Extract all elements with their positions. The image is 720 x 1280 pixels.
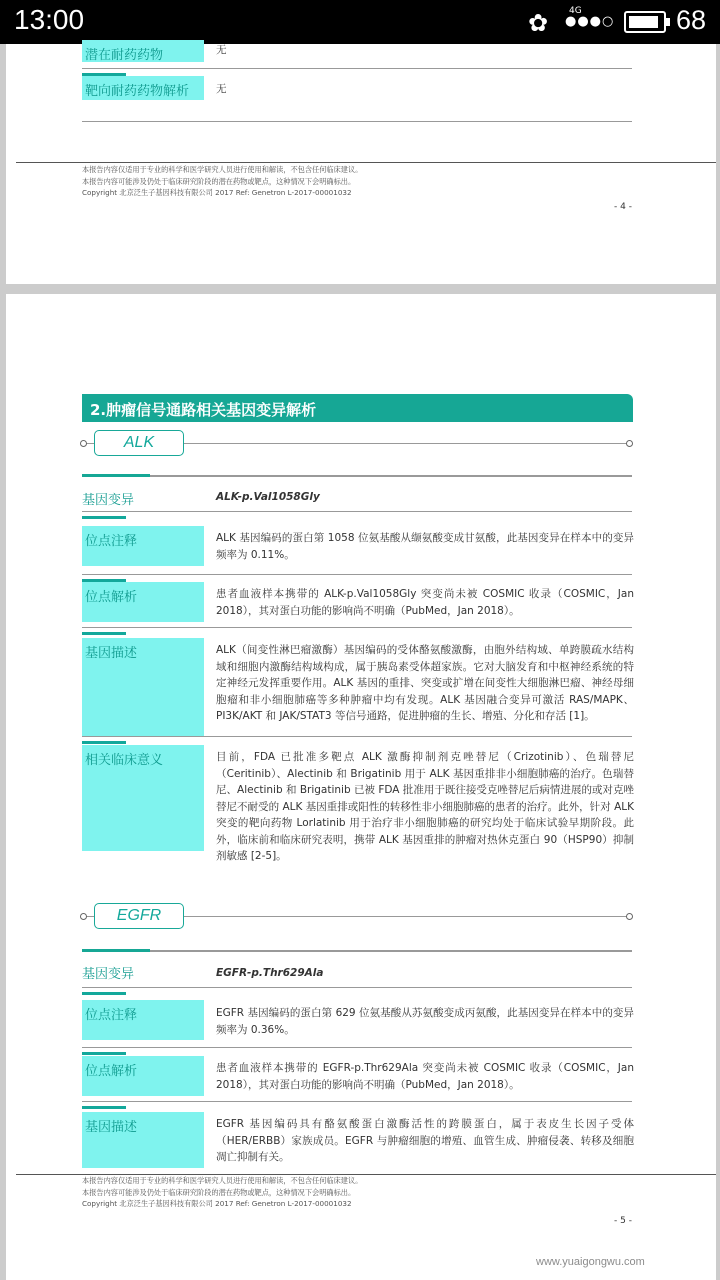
label-accent (82, 1052, 126, 1055)
field-label: 位点解析 (82, 582, 204, 622)
row-divider (150, 475, 632, 477)
line-endpoint (626, 440, 633, 447)
field-value: ALK（间变性淋巴瘤激酶）基因编码的受体酪氨酸激酶，由胞外结构域、单跨膜疏水结构域和细胞内激酶结构域构成，属于胰岛素受体超家族。它对大脑发育和中枢神经系统的特定神经元发挥重要作用。ALK 基因的重排、突变或扩增在间变性大细胞淋巴瘤、神经母细胞瘤和非小细胞肺癌等多种肿瘤中均有发现。ALK 基因融合变异可激活 RAS/MAPK、PI3K/AKT 和 JAK/STAT3 等信号通路，促进肿瘤的生长、增殖、分化和存活 [1]。 (216, 644, 634, 722)
footer-line: 本报告内容仅适用于专业的科学和医学研究人员进行使用和解读，不包含任何临床建议。 (82, 1176, 363, 1185)
page-footer (82, 164, 362, 199)
field-value: 患者血液样本携带的 EGFR-p.Thr629Ala 突变尚未被 COSMIC 收录（COSMIC，Jan 2018），其对蛋白功能的影响尚不明确（PubMed，Jan 2018）。 (216, 1062, 634, 1091)
page-number: - 4 - (614, 202, 632, 212)
line-endpoint (80, 913, 87, 920)
label-accent (82, 1106, 126, 1109)
page-footer (82, 1175, 362, 1210)
footer-line: Copyright 北京泛生子基因科技有限公司 2017 Ref: Genetron L-2017-00001032 (82, 1199, 352, 1208)
field-value: 目前，FDA 已批准多靶点 ALK 激酶抑制剂克唑替尼（Crizotinib）、色瑞替尼（Ceritinib）、Alectinib 和 Brigatinib 用于 ALK 基因重排非小细胞肺癌的治疗。色瑞替尼、Alectinib 和 Brigatinib 已被 FDA 批准用于既往接受克唑替尼后病情进展的或对克唑替尼不耐受的 ALK 基因重排或阳性的转移性非小细胞肺癌的患者的治疗。此外，针对 ALK 突变的靶向药物 Lorlatinib 用于治疗非小细胞肺癌的研究均处于临床试验早期阶段。此外，临床前和临床研究表明，携带 ALK 基因重排的肿瘤对热休克蛋白 90（HSP90）抑制剂敏感 [2-5]。 (216, 751, 634, 862)
field-value: EGFR 基因编码的蛋白第 629 位氨基酸从苏氨酸变成丙氨酸，此基因变异在样本中的变异频率为 0.36%。 (216, 1007, 634, 1036)
field-label: 位点解析 (82, 1056, 204, 1096)
site-watermark: www.yuaigongwu.com (536, 1256, 645, 1268)
field-label: 基因变异 (82, 493, 135, 508)
row-divider (82, 1047, 632, 1048)
label-accent (82, 516, 126, 519)
footer-line: Copyright 北京泛生子基因科技有限公司 2017 Ref: Genetron L-2017-00001032 (82, 188, 352, 197)
field-value: ALK-p.Val1058Gly (216, 491, 320, 503)
field-label: 位点注释 (82, 526, 204, 566)
label-accent (82, 741, 126, 744)
row-divider (82, 574, 632, 575)
row-divider (82, 68, 632, 69)
footer-line: 本报告内容可能涉及仍处于临床研究阶段的潜在药物或靶点，这种情况下会明确标出。 (82, 176, 356, 186)
line-endpoint (80, 440, 87, 447)
report-page-4[interactable] (6, 44, 716, 284)
field-label: 位点注释 (82, 1000, 204, 1040)
row-divider (82, 121, 632, 122)
status-time: 13:00 (14, 4, 85, 35)
app-notification-icon: ✿ (528, 9, 549, 37)
field-label: 相关临床意义 (82, 745, 204, 851)
field-value: EGFR-p.Thr629Ala (216, 967, 324, 979)
field-label: 基因描述 (82, 638, 204, 736)
gene-name-tag: EGFR (94, 903, 184, 929)
signal-strength-icon: ●●●○ (565, 14, 615, 29)
label-accent (82, 949, 150, 952)
field-label: 潜在耐药药物 (82, 40, 204, 62)
row-divider (82, 987, 632, 988)
section-title: 2.肿瘤信号通路相关基因变异解析 (82, 394, 633, 422)
row-divider (82, 511, 632, 512)
line-endpoint (626, 913, 633, 920)
row-divider (82, 627, 632, 628)
gene-name-tag: ALK (94, 430, 184, 456)
footer-divider (16, 162, 716, 163)
battery-level: 68 (676, 5, 707, 35)
row-divider (82, 736, 632, 737)
battery-icon (624, 11, 666, 33)
row-divider (82, 1101, 632, 1102)
field-label: 基因变异 (82, 967, 135, 982)
field-value: 患者血液样本携带的 ALK-p.Val1058Gly 突变尚未被 COSMIC 收录（COSMIC，Jan 2018），其对蛋白功能的影响尚不明确（PubMed，Jan 2018）。 (216, 588, 634, 617)
label-accent (82, 632, 126, 635)
field-value: EGFR 基因编码具有酪氨酸蛋白激酶活性的跨膜蛋白，属于表皮生长因子受体（HER/ERBB）家族成员。EGFR 与肿瘤细胞的增殖、血管生成、肿瘤侵袭、转移及细胞凋亡抑制有关。 (216, 1118, 634, 1163)
row-divider (150, 950, 632, 952)
report-page-5[interactable] (6, 294, 716, 1280)
field-label: 基因描述 (82, 1112, 204, 1168)
field-value: 无 (216, 83, 227, 95)
field-value: 无 (216, 44, 227, 56)
footer-line: 本报告内容可能涉及仍处于临床研究阶段的潜在药物或靶点，这种情况下会明确标出。 (82, 1187, 356, 1197)
label-accent (82, 474, 150, 477)
field-value: ALK 基因编码的蛋白第 1058 位氨基酸从缬氨酸变成甘氨酸，此基因变异在样本中的变异频率为 0.11%。 (216, 532, 634, 561)
label-accent (82, 992, 126, 995)
footer-line: 本报告内容仅适用于专业的科学和医学研究人员进行使用和解读，不包含任何临床建议。 (82, 165, 363, 174)
page-number: - 5 - (614, 1216, 632, 1226)
status-bar (0, 0, 720, 44)
network-type: 4G (569, 6, 582, 16)
field-label: 靶向耐药药物解析 (82, 76, 204, 100)
